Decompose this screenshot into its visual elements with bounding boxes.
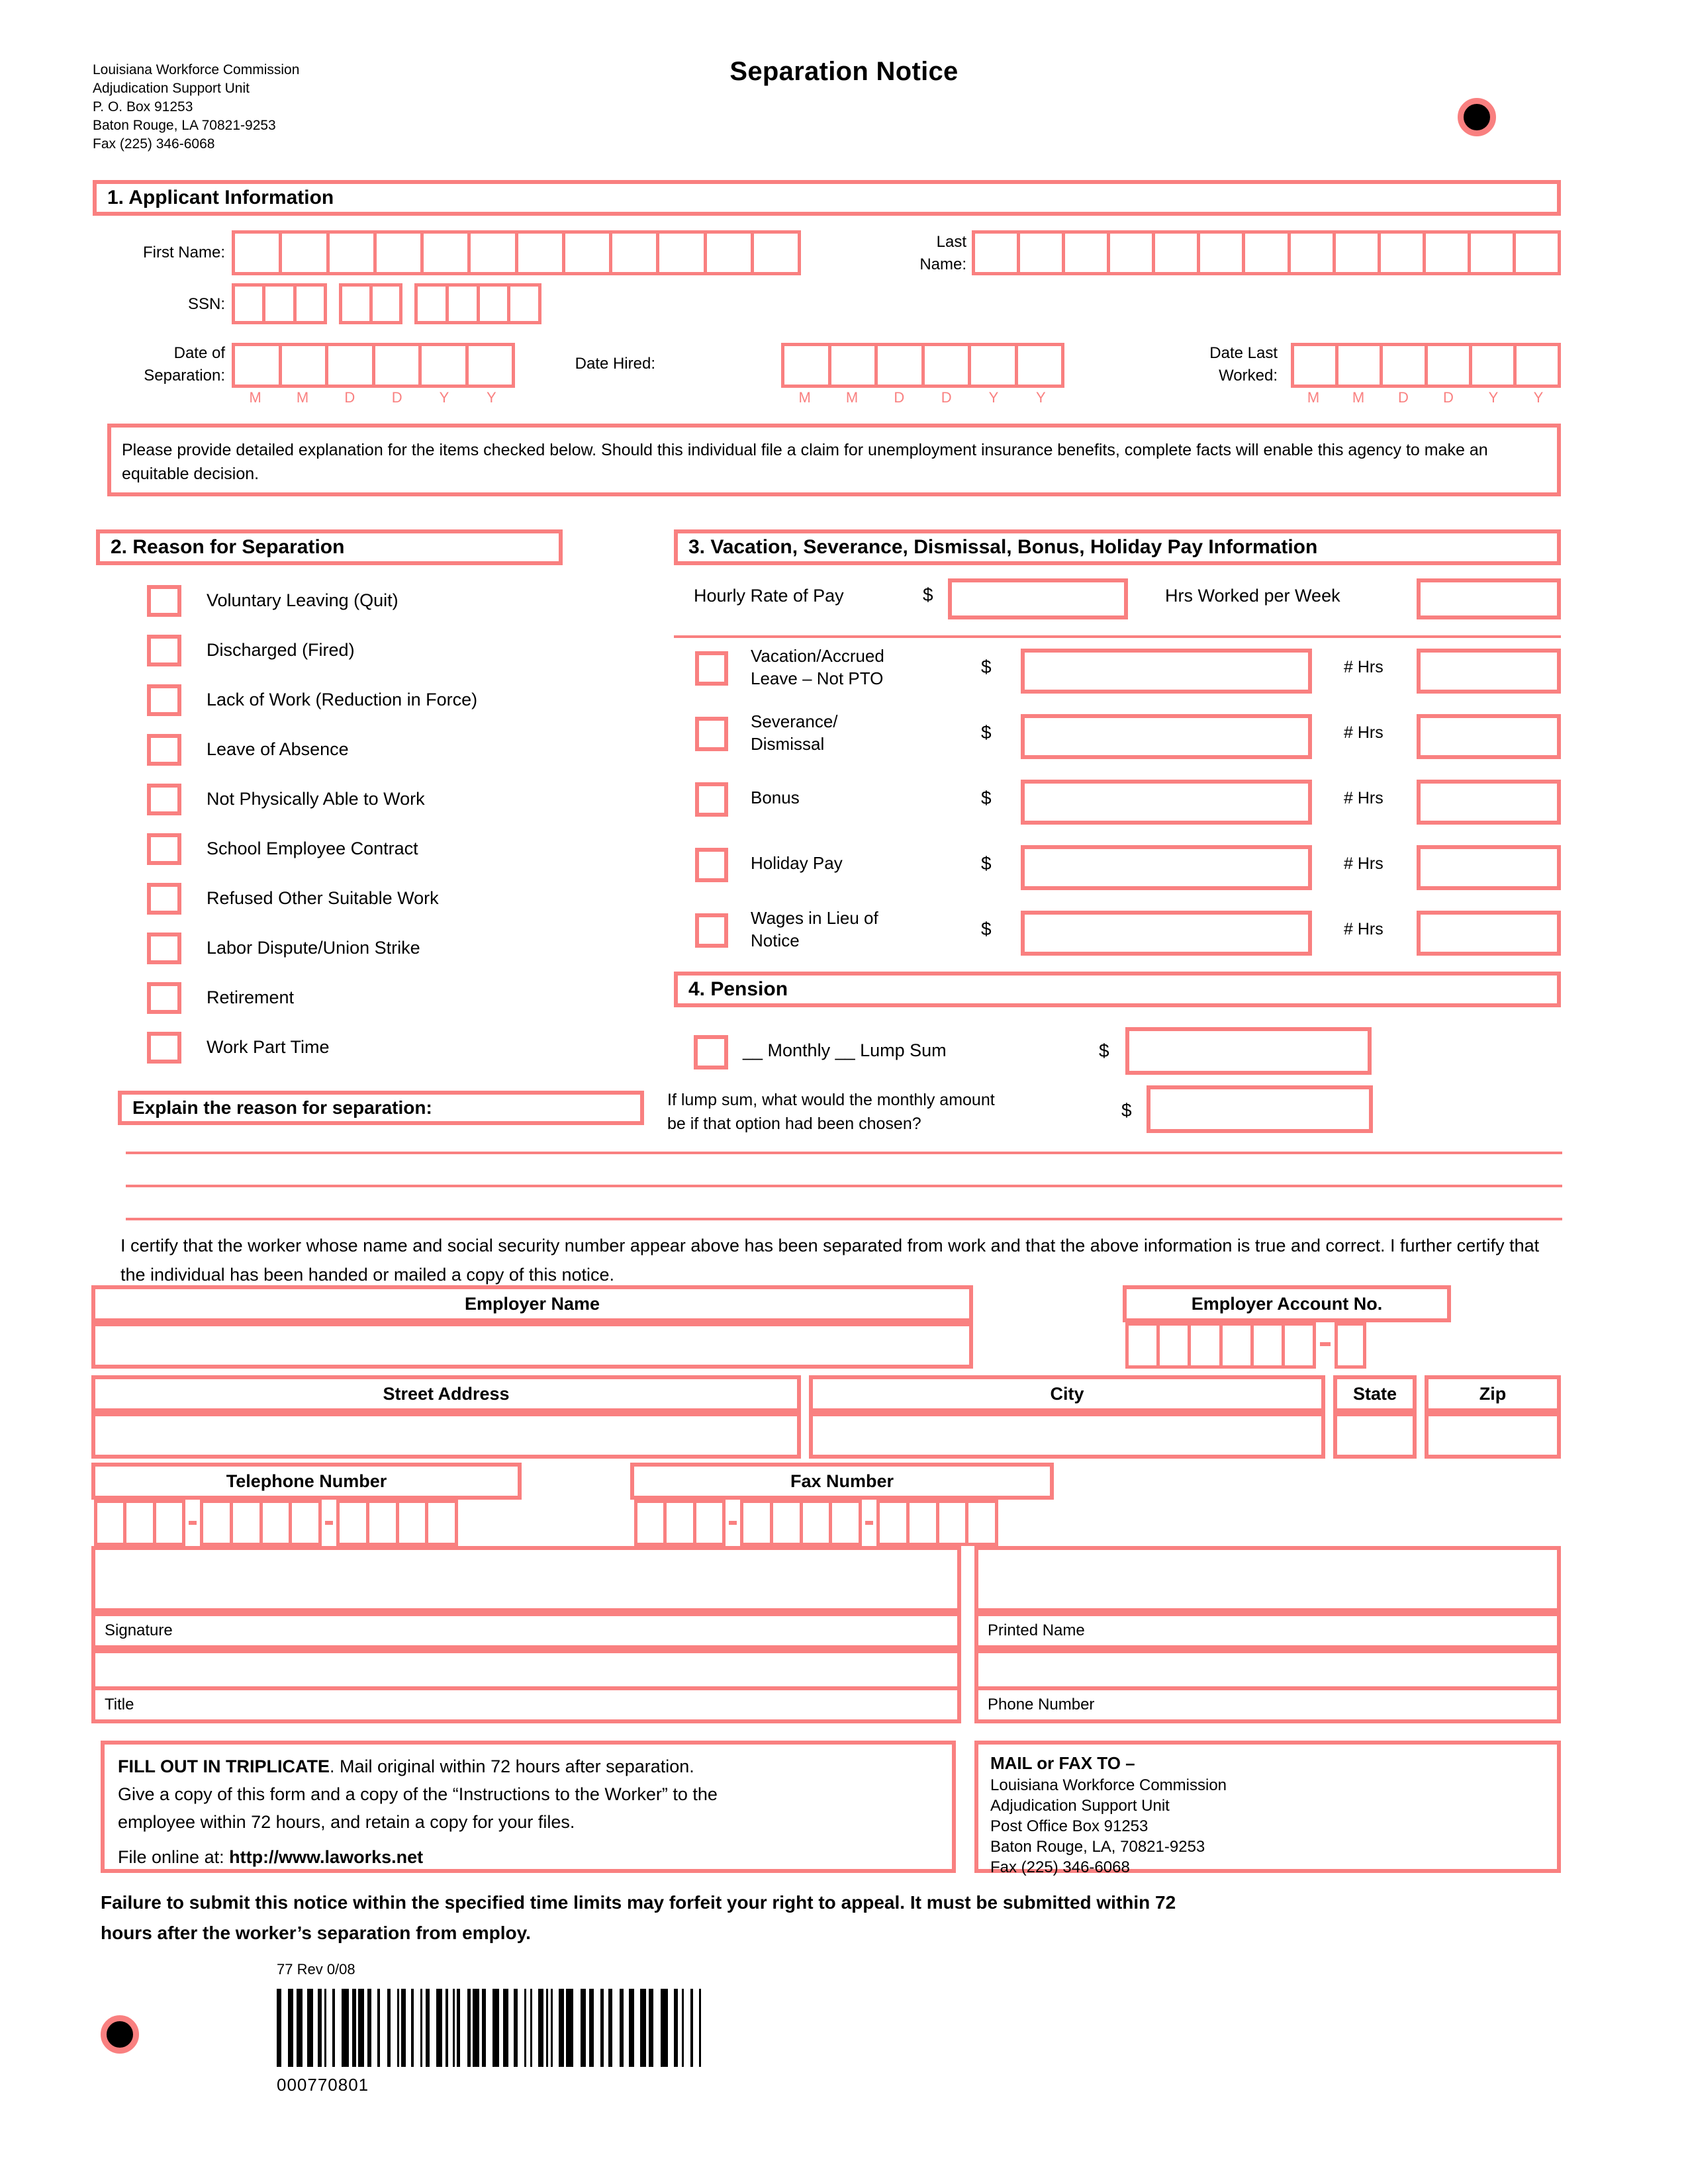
section-3-divider bbox=[674, 635, 1561, 638]
hourly-rate-currency: $ bbox=[923, 584, 933, 605]
pay-hours-input-4[interactable] bbox=[1417, 845, 1561, 890]
date-hired-input[interactable] bbox=[781, 343, 1064, 388]
pay-amount-input-3[interactable] bbox=[1021, 780, 1312, 825]
barcode-space bbox=[430, 1989, 436, 2067]
telephone-group-2[interactable] bbox=[200, 1500, 322, 1546]
ssn-label: SSN: bbox=[187, 295, 225, 313]
barcode-bar bbox=[503, 1989, 508, 2067]
state-input[interactable] bbox=[1333, 1412, 1417, 1459]
street-address-input[interactable] bbox=[91, 1412, 801, 1459]
reason-checkbox-5[interactable] bbox=[147, 784, 181, 815]
employer-account-label: Employer Account No. bbox=[1123, 1285, 1451, 1322]
mail-fax-line-2: Adjudication Support Unit bbox=[990, 1797, 1170, 1815]
telephone-number-label: Telephone Number bbox=[91, 1463, 522, 1500]
date-last-worked-label-line2: Worked: bbox=[1219, 367, 1278, 385]
pay-currency-2: $ bbox=[981, 722, 992, 743]
instruction-box bbox=[107, 424, 1561, 496]
barcode-space bbox=[326, 1989, 332, 2067]
signature-label-cell bbox=[91, 1612, 961, 1649]
hourly-rate-input[interactable] bbox=[948, 578, 1128, 619]
barcode-space bbox=[486, 1989, 492, 2067]
triplicate-line-3: employee within 72 hours, and retain a copy for your files. bbox=[118, 1812, 575, 1832]
lump-sum-question-line1: If lump sum, what would the monthly amount bbox=[667, 1091, 995, 1109]
last-name-input[interactable] bbox=[972, 230, 1561, 275]
barcode-space bbox=[313, 1989, 318, 2067]
barcode-bar bbox=[297, 1989, 303, 2067]
pay-amount-input-2[interactable] bbox=[1021, 714, 1312, 759]
triplicate-bold-label: FILL OUT IN TRIPLICATE bbox=[118, 1756, 330, 1776]
barcode-space bbox=[448, 1989, 453, 2067]
fax-group-1[interactable] bbox=[634, 1500, 726, 1546]
telephone-separator-dash bbox=[189, 1521, 197, 1525]
triplicate-instructions-box bbox=[101, 1741, 956, 1873]
barcode-space bbox=[303, 1989, 307, 2067]
barcode-bar bbox=[436, 1989, 442, 2067]
barcode-bar bbox=[401, 1989, 406, 2067]
file-online-url[interactable]: http://www.laworks.net bbox=[229, 1847, 424, 1867]
barcode-bar bbox=[473, 1989, 479, 2067]
pay-checkbox-2[interactable] bbox=[695, 717, 728, 751]
city-input[interactable] bbox=[809, 1412, 1325, 1459]
pay-label-5-line1: Wages in Lieu of bbox=[751, 908, 878, 928]
barcode-bar bbox=[661, 1989, 668, 2067]
phone-number-label-cell bbox=[974, 1686, 1561, 1723]
pension-amount-input[interactable] bbox=[1125, 1027, 1372, 1075]
reason-label-3: Lack of Work (Reduction in Force) bbox=[207, 690, 478, 709]
barcode-bar bbox=[640, 1989, 646, 2067]
mail-fax-heading: MAIL or FAX TO – bbox=[990, 1753, 1135, 1773]
pay-hours-input-3[interactable] bbox=[1417, 780, 1561, 825]
explain-line-3[interactable] bbox=[126, 1218, 1562, 1220]
section-2-heading: 2. Reason for Separation bbox=[96, 529, 563, 565]
printed-name-input[interactable] bbox=[974, 1546, 1561, 1612]
barcode-bar bbox=[629, 1989, 634, 2067]
employer-account-separator-dash bbox=[1320, 1342, 1331, 1346]
explain-line-2[interactable] bbox=[126, 1185, 1562, 1187]
pay-label-2-line2: Dismissal bbox=[751, 734, 825, 754]
state-label: State bbox=[1333, 1375, 1417, 1412]
barcode-bar bbox=[538, 1989, 544, 2067]
phone-number-label: Phone Number bbox=[988, 1696, 1095, 1713]
pension-currency: $ bbox=[1099, 1040, 1109, 1061]
mail-fax-line-4: Baton Rouge, LA, 70821-9253 bbox=[990, 1838, 1205, 1856]
barcode-bar bbox=[589, 1989, 594, 2067]
pay-label-3-line1: Bonus bbox=[751, 788, 800, 807]
telephone-group-3[interactable] bbox=[336, 1500, 458, 1546]
pay-label-4-line1: Holiday Pay bbox=[751, 853, 843, 873]
date-hired-label: Date Hired: bbox=[575, 355, 655, 373]
barcode-space bbox=[380, 1989, 387, 2067]
fax-group-2[interactable] bbox=[740, 1500, 862, 1546]
file-online-label: File online at: bbox=[118, 1847, 230, 1867]
pay-hours-input-1[interactable] bbox=[1417, 649, 1561, 694]
reason-checkbox-1[interactable] bbox=[147, 585, 181, 617]
date-hired-format-hint: M M D D Y Y bbox=[798, 389, 1046, 406]
pay-checkbox-1[interactable] bbox=[695, 651, 728, 686]
date-last-worked-input[interactable] bbox=[1291, 343, 1561, 388]
barcode-space bbox=[335, 1989, 342, 2067]
printed-name-label-cell bbox=[974, 1612, 1561, 1649]
pay-hours-label-3: # Hrs bbox=[1344, 789, 1383, 807]
barcode-bar bbox=[566, 1989, 573, 2067]
pay-amount-input-5[interactable] bbox=[1021, 911, 1312, 956]
reason-checkbox-3[interactable] bbox=[147, 684, 181, 716]
reason-label-1: Voluntary Leaving (Quit) bbox=[207, 590, 399, 610]
reason-checkbox-9[interactable] bbox=[147, 982, 181, 1014]
explain-line-1[interactable] bbox=[126, 1152, 1562, 1154]
ssn-group-2[interactable] bbox=[339, 283, 402, 324]
fax-group-3[interactable] bbox=[876, 1500, 998, 1546]
barcode-space bbox=[518, 1989, 524, 2067]
barcode-bar bbox=[581, 1989, 586, 2067]
barcode-space bbox=[624, 1989, 629, 2067]
barcode-space bbox=[701, 1989, 707, 2067]
barcode-space bbox=[653, 1989, 661, 2067]
reason-label-5: Not Physically Able to Work bbox=[207, 789, 425, 809]
reason-label-10: Work Part Time bbox=[207, 1037, 330, 1057]
barcode-bar bbox=[358, 1989, 364, 2067]
reason-label-6: School Employee Contract bbox=[207, 839, 418, 858]
reason-label-7: Refused Other Suitable Work bbox=[207, 888, 439, 908]
hourly-rate-label: Hourly Rate of Pay bbox=[694, 586, 844, 606]
instruction-text: Please provide detailed explanation for the items checked below. Should this individual file a claim for unemployment insurance benefits, complete facts will enable this agency to make an equitable decision. bbox=[122, 441, 1488, 483]
agency-line-3: P. O. Box 91253 bbox=[93, 99, 193, 114]
last-name-label-line1: Last bbox=[936, 233, 966, 251]
fax-number-label: Fax Number bbox=[630, 1463, 1054, 1500]
first-name-input[interactable] bbox=[232, 230, 801, 275]
agency-line-2: Adjudication Support Unit bbox=[93, 81, 250, 96]
section-1-heading: 1. Applicant Information bbox=[93, 180, 1561, 216]
reason-checkbox-4[interactable] bbox=[147, 734, 181, 766]
street-address-label: Street Address bbox=[91, 1375, 801, 1412]
pay-hours-label-5: # Hrs bbox=[1344, 920, 1383, 938]
pension-checkbox[interactable] bbox=[694, 1035, 728, 1069]
pay-currency-4: $ bbox=[981, 853, 992, 874]
hrs-worked-per-week-input[interactable] bbox=[1417, 578, 1561, 619]
barcode-bar bbox=[342, 1989, 349, 2067]
reason-label-2: Discharged (Fired) bbox=[207, 640, 355, 660]
date-separation-label-line1: Date of bbox=[173, 344, 225, 362]
date-separation-label-line2: Separation: bbox=[144, 367, 225, 385]
warning-line-2: hours after the worker’s separation from employ. bbox=[101, 1923, 531, 1943]
section-4-heading: 4. Pension bbox=[674, 972, 1561, 1007]
barcode-space bbox=[414, 1989, 420, 2067]
ssn-group-1[interactable] bbox=[232, 283, 327, 324]
barcode-number-label: 000770801 bbox=[277, 2075, 369, 2095]
barcode-space bbox=[391, 1989, 397, 2067]
pay-currency-5: $ bbox=[981, 919, 992, 939]
warning-line-1: Failure to submit this notice within the specified time limits may forfeit your right to appeal. It must be submitted within 72 bbox=[101, 1892, 1176, 1913]
form-revision-label: 77 Rev 0/08 bbox=[277, 1961, 355, 1978]
city-label: City bbox=[809, 1375, 1325, 1412]
pay-checkbox-5[interactable] bbox=[695, 913, 728, 948]
employer-account-group-1[interactable] bbox=[1125, 1322, 1316, 1369]
barcode-bar bbox=[492, 1989, 500, 2067]
pay-hours-input-5[interactable] bbox=[1417, 911, 1561, 956]
barcode-space bbox=[684, 1989, 690, 2067]
lump-sum-currency: $ bbox=[1121, 1100, 1132, 1120]
reason-label-4: Leave of Absence bbox=[207, 739, 349, 759]
barcode-space bbox=[594, 1989, 600, 2067]
triplicate-line-2: Give a copy of this form and a copy of the “Instructions to the Worker” to the bbox=[118, 1784, 718, 1804]
pay-hours-input-2[interactable] bbox=[1417, 714, 1561, 759]
mail-fax-line-1: Louisiana Workforce Commission bbox=[990, 1776, 1227, 1794]
pay-hours-label-1: # Hrs bbox=[1344, 658, 1383, 676]
section-3-heading: 3. Vacation, Severance, Dismissal, Bonus, Holiday Pay Information bbox=[674, 529, 1561, 565]
pay-currency-1: $ bbox=[981, 657, 992, 677]
fax-separator-dash bbox=[865, 1521, 873, 1525]
triplicate-rest-text: . Mail original within 72 hours after separation. bbox=[329, 1756, 694, 1776]
pay-label-1-line2: Leave – Not PTO bbox=[751, 668, 884, 688]
date-last-worked-label-line1: Date Last bbox=[1209, 344, 1278, 362]
barcode-space bbox=[573, 1989, 581, 2067]
barcode-bar bbox=[307, 1989, 313, 2067]
reason-checkbox-10[interactable] bbox=[147, 1032, 181, 1064]
barcode-space bbox=[634, 1989, 641, 2067]
registration-mark-icon bbox=[1458, 98, 1496, 136]
employer-name-input[interactable] bbox=[91, 1322, 973, 1369]
employer-name-label: Employer Name bbox=[91, 1285, 973, 1322]
agency-line-5: Fax (225) 346-6068 bbox=[93, 136, 215, 152]
agency-line-4: Baton Rouge, LA 70821-9253 bbox=[93, 118, 276, 133]
barcode-space bbox=[693, 1989, 699, 2067]
signature-label: Signature bbox=[105, 1621, 173, 1639]
pay-label-5-line2: Notice bbox=[751, 931, 800, 950]
barcode-bar bbox=[277, 1989, 281, 2067]
employer-account-group-2[interactable] bbox=[1335, 1322, 1366, 1369]
barcode-space bbox=[406, 1989, 411, 2067]
reason-label-8: Labor Dispute/Union Strike bbox=[207, 938, 420, 958]
telephone-separator-dash bbox=[325, 1521, 333, 1525]
barcode-space bbox=[460, 1989, 467, 2067]
agency-line-1: Louisiana Workforce Commission bbox=[93, 62, 300, 77]
page-title: Separation Notice bbox=[729, 57, 959, 86]
certification-text: I certify that the worker whose name and social security number appear above has been separated from work and that the above information is true and correct. I further certify that the individual has been handed or mailed a copy of this notice. bbox=[120, 1236, 1540, 1285]
barcode-space bbox=[612, 1989, 620, 2067]
pay-hours-label-4: # Hrs bbox=[1344, 854, 1383, 873]
signature-input[interactable] bbox=[91, 1546, 961, 1612]
barcode-space bbox=[668, 1989, 674, 2067]
pension-option-label: __ Monthly __ Lump Sum bbox=[743, 1040, 947, 1060]
mail-fax-box bbox=[974, 1741, 1561, 1876]
barcode-space bbox=[604, 1989, 608, 2067]
reason-checkbox-7[interactable] bbox=[147, 883, 181, 915]
barcode-space bbox=[508, 1989, 514, 2067]
title-label-cell bbox=[91, 1686, 961, 1723]
printed-name-label: Printed Name bbox=[988, 1621, 1085, 1639]
lump-sum-question-line2: be if that option had been chosen? bbox=[667, 1115, 921, 1133]
zip-input[interactable] bbox=[1425, 1412, 1561, 1459]
title-label: Title bbox=[105, 1696, 134, 1713]
reason-checkbox-2[interactable] bbox=[147, 635, 181, 666]
mail-fax-line-3: Post Office Box 91253 bbox=[990, 1817, 1149, 1835]
pay-amount-input-1[interactable] bbox=[1021, 649, 1312, 694]
barcode-space bbox=[553, 1989, 559, 2067]
reason-label-9: Retirement bbox=[207, 987, 295, 1007]
fax-separator-dash bbox=[729, 1521, 737, 1525]
pay-checkbox-3[interactable] bbox=[695, 782, 728, 817]
pay-checkbox-4[interactable] bbox=[695, 848, 728, 882]
barcode-space bbox=[371, 1989, 377, 2067]
barcode-space bbox=[532, 1989, 538, 2067]
pay-label-1-line1: Vacation/Accrued bbox=[751, 646, 884, 666]
telephone-group-1[interactable] bbox=[94, 1500, 185, 1546]
reason-checkbox-8[interactable] bbox=[147, 933, 181, 964]
barcode-bar bbox=[649, 1989, 653, 2067]
barcode-bar bbox=[288, 1989, 293, 2067]
first-name-label: First Name: bbox=[142, 244, 225, 261]
zip-label: Zip bbox=[1425, 1375, 1561, 1412]
pay-label-2-line1: Severance/ bbox=[751, 711, 838, 731]
registration-mark-icon bbox=[101, 2015, 139, 2054]
barcode-space bbox=[281, 1989, 288, 2067]
mail-fax-line-5: Fax (225) 346-6068 bbox=[990, 1858, 1130, 1876]
barcode-image bbox=[277, 1989, 707, 2067]
lump-sum-monthly-input[interactable] bbox=[1147, 1085, 1373, 1133]
pay-hours-label-2: # Hrs bbox=[1344, 723, 1383, 742]
hrs-week-label: Hrs Worked per Week bbox=[1165, 586, 1340, 606]
last-name-label-line2: Name: bbox=[919, 255, 966, 273]
pay-currency-3: $ bbox=[981, 788, 992, 808]
ssn-group-3[interactable] bbox=[414, 283, 541, 324]
pay-amount-input-4[interactable] bbox=[1021, 845, 1312, 890]
explain-reason-heading: Explain the reason for separation: bbox=[118, 1091, 644, 1125]
barcode-bar bbox=[559, 1989, 564, 2067]
date-of-separation-format-hint: M M D D Y Y bbox=[249, 389, 496, 406]
reason-checkbox-6[interactable] bbox=[147, 833, 181, 865]
date-last-worked-format-hint: M M D D Y Y bbox=[1307, 389, 1544, 406]
